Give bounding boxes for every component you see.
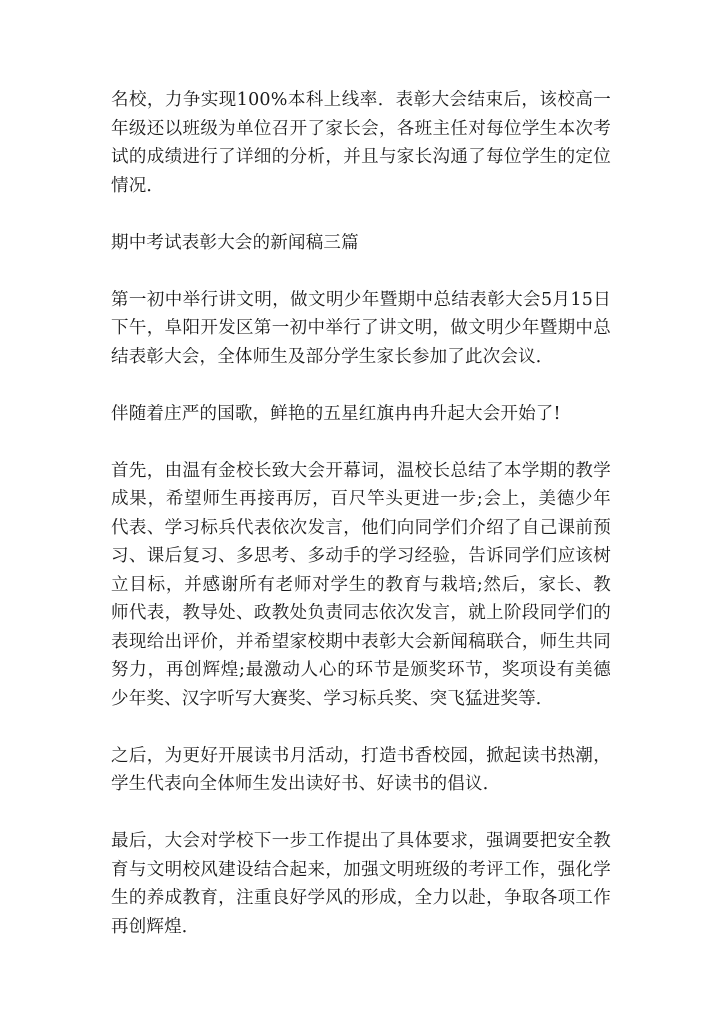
- document-body: [111, 86, 611, 970]
- paragraph-intro-continuation: 名校，力争实现100%本科上线率．表彰大会结束后，该校高一年级还以班级为单位召开了家长会，各班主任对每位学生本次考试的成绩进行了详细的分析，并且与家长沟通了每位学生的定位情况．: [111, 90, 611, 196]
- paragraph-opening: 伴随着庄严的国歌，鲜艳的五星红旗冉冉升起大会开始了!: [111, 403, 561, 424]
- paragraph-closing: 最后，大会对学校下一步工作提出了具体要求，强调要把安全教育与文明校风建设结合起来，加强文明班级的考评工作，强化学生的养成教育，注重良好学风的形成，全力以赴，争取各项工作再创辉煌．: [111, 831, 611, 937]
- paragraph-reading-initiative: 之后，为更好开展读书月活动，打造书香校园，掀起读书热潮，学生代表向全体师生发出读好书、好读书的倡议．: [111, 745, 611, 794]
- paragraph-first-speeches: 首先，由温有金校长致大会开幕词，温校长总结了本学期的教学成果，希望师生再接再厉，百尺竿头更进一步;会上，美德少年代表、学习标兵代表依次发言，他们向同学们介绍了自己课前预习、课后复习、多思考、多动手的学习经验，告诉同学们应该树立目标，并感谢所有老师对学生的教育与栽培;然后，家长、教师代表，教导处、政教处负责同志依次发言，就上阶段同学们的表现给出评价，并希望家校期中表彰大会新闻稿联合，师生共同努力，再创辉煌;最激动人心的环节是颁奖环节，奖项设有美德少年奖、汉字听写大赛奖、学习标兵奖、突飞猛进奖等．: [111, 460, 611, 709]
- section-heading: 期中考试表彰大会的新闻稿三篇: [111, 232, 359, 253]
- paragraph-event-summary: 第一初中举行讲文明，做文明少年暨期中总结表彰大会5月15日下午，阜阳开发区第一初中举行了讲文明，做文明少年暨期中总结表彰大会，全体师生及部分学生家长参加了此次会议．: [111, 289, 611, 367]
